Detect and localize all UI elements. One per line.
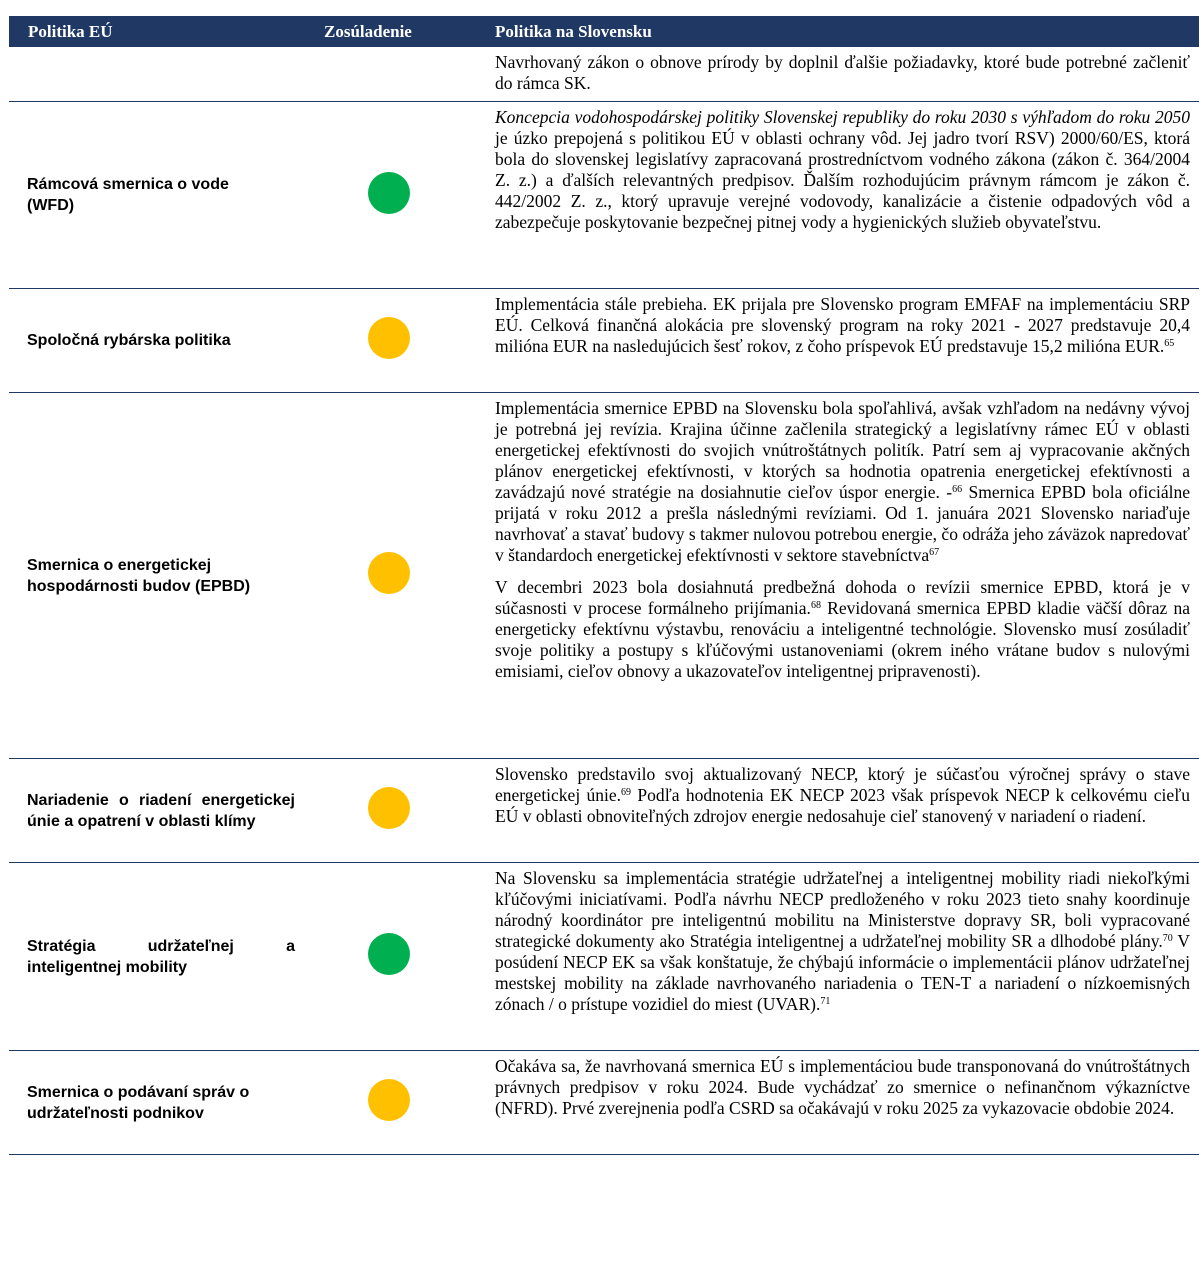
policy-text: Na Slovensku sa implementácia stratégie udržateľnej a inteligentnej mobility riadi niekoľkými kľúčovými iniciatívami. Podľa návrhu NECP predloženého v roku 2023 tieto snahy koordinuje národný koordinátor pre inteligentnú mobilitu na Ministerstve dopravy SR, boli vypracované strategické dokumenty ako Stratégia inteligentnej a udržateľnej mobility SR a dlhodobé plány.$^{70}$ V posúdení NECP EK sa však konštatuje, že chýbajú informácie o implementácii plánov udržateľnej mestskej mobility na základe navrhovaného nariadenia o TEN-T a nariadení o nízkoemisných zónach / o prístupe vozidiel do miest (UVAR).$^{71}$ bbox=[495, 868, 1191, 1014]
table-row bbox=[9, 863, 1199, 1051]
eu-policy-cell bbox=[9, 863, 305, 1051]
eu-policy-name-abbr: hospodárnosti budov (EPBD) bbox=[27, 577, 251, 595]
policy-text bbox=[495, 107, 1190, 233]
alignment-cell bbox=[305, 1051, 473, 1155]
status-dot-amber-icon bbox=[368, 787, 410, 829]
policy-alignment-table bbox=[9, 16, 1199, 1155]
slovak-policy-cell bbox=[473, 1051, 1199, 1155]
alignment-cell bbox=[305, 47, 473, 102]
eu-policy-cell bbox=[9, 1051, 305, 1155]
eu-policy-name: Rámcová smernica o vode bbox=[27, 176, 229, 193]
table-row bbox=[9, 759, 1199, 863]
eu-policy-cell bbox=[9, 289, 305, 393]
policy-table-wrapper bbox=[9, 16, 1199, 1155]
footnote-ref: 70 bbox=[1162, 933, 1173, 944]
eu-policy-name: Spoločná rybárska politika bbox=[27, 332, 231, 349]
eu-policy-cell bbox=[9, 102, 305, 289]
policy-text: Implementácia smernice EPBD na Slovensku bola spoľahlivá, avšak vzhľadom na nedávny vývoj je potrebná jej revízia. Krajina účinne začlenila strategický a legislatívny rámec EÚ v oblasti energetickej efektívnosti do svojich vnútroštátnych politík. Patrí sem aj vypracovanie akčných plánov energetickej efektívnosti, v ktorých sa hodnotia opatrenia energetickej efektívnosti a zavádzajú nové stratégie na dosiahnutie cieľov úspor energie. -$^{66}$ Smernica EPBD bola oficiálne prijatá v roku 2012 a prešla následnými revíziami. Od 1. januára 2021 Slovensko nariaďuje navrhovať a stavať budovy s takmer nulovou potrebou energie, čo odráža jeho záväzok napredovať v štandardoch energetickej efektívnosti v sektore stavebníctva$^{67}$ bbox=[495, 398, 1190, 565]
table-row bbox=[9, 102, 1199, 289]
eu-policy-name: Smernica o podávaní správ o bbox=[27, 1083, 250, 1101]
status-dot-green-icon bbox=[368, 172, 410, 214]
table-row bbox=[9, 47, 1199, 102]
slovak-policy-cell bbox=[473, 393, 1199, 759]
footnote-ref: 65 bbox=[1164, 338, 1175, 349]
eu-policy-name: Nariadenie o riadení energetickej únie a opatrení v oblasti klímy bbox=[27, 791, 295, 830]
status-dot-amber-icon bbox=[368, 552, 410, 594]
eu-policy-cell bbox=[9, 47, 305, 102]
table-row bbox=[9, 393, 1199, 759]
policy-text: V decembri 2023 bola dosiahnutá predbežná dohoda o revízii smernice EPBD, ktorá je v súčasnosti v procese formálneho prijímania.$^{68}$ Revidovaná smernica EPBD kladie väčší dôraz na energeticky efektívnu výstavbu, renováciu a inteligentné technológie. Slovensko musí zosúladiť svoje politiky a postupy s kľúčovými ustanoveniami (okrem iného vrátane budov s nulovými emisiami, cieľov obnovy a ukazovateľov inteligentnej pripravenosti). bbox=[495, 577, 1190, 681]
alignment-cell bbox=[305, 863, 473, 1051]
slovak-policy-cell bbox=[473, 759, 1199, 863]
policy-text-rest: je úzko prepojená s politikou EÚ v oblasti ochrany vôd. Jej jadro tvorí RSV) 2000/60/ES, ktorá bola do slovenskej legislatívy zapracovaná prostredníctvom vodného zákona (zákon č. 364/2004 Z. z.) a ďalších relevantných predpisov. Ďalším rozhodujúcim právnym rámcom je zákon č. 442/2002 Z. z., ktorý upravuje verejné vodovody, kanalizácie a čistenie odpadových vôd a zabezpečuje poskytovanie bezpečnej pitnej vody a hygienických služieb obyvateľstvu. bbox=[495, 128, 1190, 232]
slovak-policy-cell bbox=[473, 863, 1199, 1051]
eu-policy-name: Smernica o energetickej bbox=[27, 556, 212, 574]
footnote-ref: 69 bbox=[621, 787, 632, 798]
header-eu-policy: Politika EÚ bbox=[9, 16, 305, 47]
table-header-row bbox=[9, 16, 1199, 47]
status-dot-green-icon bbox=[368, 933, 410, 975]
slovak-policy-cell bbox=[473, 289, 1199, 393]
slovak-policy-cell bbox=[473, 47, 1199, 102]
policy-text: Implementácia stále prebieha. EK prijala pre Slovensko program EMFAF na implementáciu SRP EÚ. Celková finančná alokácia pre slovenský program na roky 2021 - 2027 predstavuje 20,4 milióna EUR na nasledujúcich šesť rokov, z čoho príspevok EÚ predstavuje 15,2 milióna EUR.$^{65}$ bbox=[495, 294, 1190, 356]
policy-text: Navrhovaný zákon o obnove prírody by doplnil ďalšie požiadavky, ktoré bude potrebné začleniť do rámca SK. bbox=[495, 52, 1190, 93]
policy-text: Slovensko predstavilo svoj aktualizovaný NECP, ktorý je súčasťou výročnej správy o stave energetickej únie.$^{69}$ Podľa hodnotenia EK NECP 2023 však príspevok NECP k celkovému cieľu EÚ v oblasti obnoviteľných zdrojov energie nedosahuje cieľ stanovený v nariadení o riadení. bbox=[495, 764, 1190, 826]
footnote-ref: 66 bbox=[952, 484, 963, 495]
header-slovak-policy: Politika na Slovensku bbox=[473, 16, 1199, 47]
eu-policy-cell bbox=[9, 759, 305, 863]
alignment-cell bbox=[305, 393, 473, 759]
footnote-ref: 67 bbox=[929, 547, 940, 558]
eu-policy-name: Stratégia udržateľnej a inteligentnej mobility bbox=[27, 937, 295, 976]
alignment-cell bbox=[305, 759, 473, 863]
status-dot-amber-icon bbox=[368, 317, 410, 359]
footnote-ref: 68 bbox=[810, 600, 821, 611]
eu-policy-cell bbox=[9, 393, 305, 759]
policy-title-italic: Koncepcia vodohospodárskej politiky Slovenskej republiky do roku 2030 s výhľadom do roku 2050 bbox=[495, 107, 1190, 127]
table-row bbox=[9, 1051, 1199, 1155]
eu-policy-name-abbr: (WFD) bbox=[27, 197, 75, 214]
alignment-cell bbox=[305, 102, 473, 289]
table-row bbox=[9, 289, 1199, 393]
footnote-ref: 71 bbox=[820, 996, 831, 1007]
status-dot-amber-icon bbox=[368, 1079, 410, 1121]
header-alignment: Zosúladenie bbox=[305, 16, 473, 47]
policy-text: Očakáva sa, že navrhovaná smernica EÚ s implementáciou bude transponovaná do vnútroštátnych právnych predpisov v roku 2024. Bude vychádzať zo smernice o nefinančnom výkazníctve (NFRD). Prvé zverejnenia podľa CSRD sa očakávajú v roku 2025 za vykazovacie obdobie 2024. bbox=[495, 1056, 1190, 1118]
alignment-cell bbox=[305, 289, 473, 393]
eu-policy-name-cont: udržateľnosti podnikov bbox=[27, 1104, 204, 1122]
slovak-policy-cell bbox=[473, 102, 1199, 289]
